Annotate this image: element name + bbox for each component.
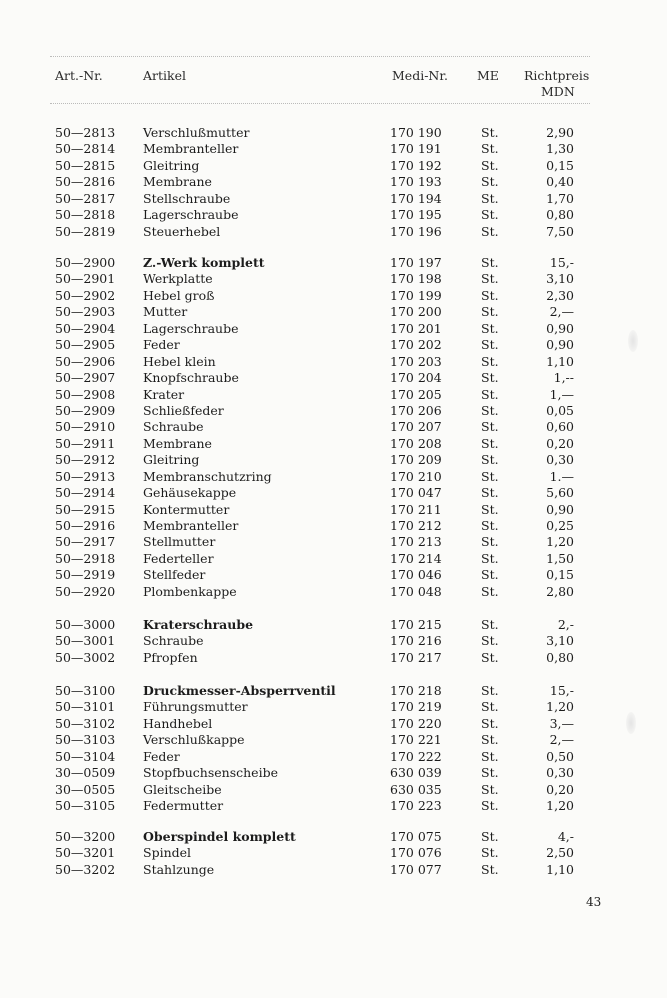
me-cell: St. bbox=[481, 320, 499, 336]
header-me: ME bbox=[477, 68, 499, 83]
art-nr-cell: 50—2918 bbox=[55, 550, 116, 566]
artikel-cell: Gehäusekappe bbox=[143, 485, 237, 501]
me-cell: St. bbox=[481, 501, 499, 517]
art-nr-cell: 50—3001 bbox=[55, 633, 116, 649]
price-cell: 2,- bbox=[557, 617, 574, 632]
price-cell: 0,60 bbox=[546, 419, 574, 435]
price-cell: 2,80 bbox=[546, 583, 574, 599]
price-cell: 1,10 bbox=[546, 861, 574, 877]
me-cell: St. bbox=[481, 190, 499, 206]
artikel-cell: Membranschutzring bbox=[143, 468, 272, 484]
me-cell: St. bbox=[481, 633, 499, 649]
me-cell: St. bbox=[481, 125, 499, 140]
medi-nr-cell: 170 221 bbox=[390, 732, 442, 748]
art-nr-cell: 50—2816 bbox=[55, 174, 116, 190]
me-cell: St. bbox=[481, 223, 499, 239]
medi-nr-cell: 170 216 bbox=[390, 633, 442, 649]
art-nr-cell: 50—2920 bbox=[55, 583, 116, 599]
art-nr-cell: 50—3002 bbox=[55, 649, 116, 665]
artikel-cell: Kontermutter bbox=[143, 501, 230, 517]
me-cell: St. bbox=[481, 550, 499, 566]
table-row bbox=[0, 337, 667, 353]
artikel-cell: Gleitscheibe bbox=[143, 781, 222, 797]
price-cell: 2,— bbox=[549, 304, 574, 320]
table-row-assembly bbox=[0, 255, 667, 271]
medi-nr-cell: 170 219 bbox=[390, 699, 442, 715]
price-cell: 1.— bbox=[549, 468, 574, 484]
art-nr-cell: 50—3102 bbox=[55, 715, 116, 731]
artikel-cell: Knopfschraube bbox=[143, 370, 239, 386]
medi-nr-cell: 170 213 bbox=[390, 534, 442, 550]
me-cell: St. bbox=[481, 271, 499, 287]
art-nr-cell: 50—3101 bbox=[55, 699, 116, 715]
medi-nr-cell: 170 218 bbox=[390, 683, 442, 698]
medi-nr-cell: 170 210 bbox=[390, 468, 442, 484]
art-nr-cell: 50—2912 bbox=[55, 452, 116, 468]
header-richtpreis: Richtpreis bbox=[524, 68, 590, 83]
art-nr-cell: 50—2916 bbox=[55, 518, 116, 533]
price-cell: 4,- bbox=[557, 829, 574, 844]
medi-nr-cell: 170 193 bbox=[390, 174, 442, 190]
me-cell: St. bbox=[481, 287, 499, 303]
artikel-cell: Oberspindel komplett bbox=[143, 829, 296, 844]
art-nr-cell: 50—2819 bbox=[55, 223, 116, 239]
medi-nr-cell: 170 201 bbox=[390, 320, 442, 336]
header-medi-nr: Medi-Nr. bbox=[392, 68, 448, 83]
price-cell: 0,05 bbox=[546, 402, 574, 418]
artikel-cell: Z.-Werk komplett bbox=[143, 255, 265, 270]
medi-nr-cell: 170 191 bbox=[390, 141, 442, 157]
art-nr-cell: 50—3103 bbox=[55, 732, 116, 748]
table-row bbox=[0, 387, 667, 403]
me-cell: St. bbox=[481, 781, 499, 797]
table-row bbox=[0, 469, 667, 485]
artikel-cell: Steuerhebel bbox=[143, 223, 221, 239]
price-cell: 15,- bbox=[549, 255, 574, 270]
medi-nr-cell: 170 202 bbox=[390, 337, 442, 353]
table-row bbox=[0, 321, 667, 337]
medi-nr-cell: 170 208 bbox=[390, 435, 442, 451]
artikel-cell: Gleitring bbox=[143, 157, 200, 173]
price-cell: 1,20 bbox=[546, 798, 574, 814]
me-cell: St. bbox=[481, 583, 499, 599]
table-row bbox=[0, 765, 667, 781]
table-row bbox=[0, 633, 667, 649]
me-cell: St. bbox=[481, 337, 499, 353]
me-cell: St. bbox=[481, 402, 499, 418]
artikel-cell: Werkplatte bbox=[143, 271, 213, 287]
artikel-cell: Verschlußkappe bbox=[143, 732, 245, 748]
me-cell: St. bbox=[481, 699, 499, 715]
art-nr-cell: 50—3201 bbox=[55, 845, 116, 861]
medi-nr-cell: 170 209 bbox=[390, 452, 442, 468]
art-nr-cell: 50—2817 bbox=[55, 190, 116, 206]
table-row bbox=[0, 419, 667, 435]
art-nr-cell: 50—3104 bbox=[55, 748, 116, 764]
art-nr-cell: 50—2902 bbox=[55, 287, 116, 303]
table-row bbox=[0, 125, 667, 141]
me-cell: St. bbox=[481, 845, 499, 861]
me-cell: St. bbox=[481, 255, 499, 270]
artikel-cell: Pfropfen bbox=[143, 649, 198, 665]
table-row bbox=[0, 354, 667, 370]
art-nr-cell: 50—2907 bbox=[55, 370, 116, 386]
art-nr-cell: 50—2915 bbox=[55, 501, 116, 517]
art-nr-cell: 50—2908 bbox=[55, 386, 116, 402]
price-cell: 1,20 bbox=[546, 699, 574, 715]
me-cell: St. bbox=[481, 452, 499, 468]
table-row bbox=[0, 716, 667, 732]
artikel-cell: Kraterschraube bbox=[143, 617, 254, 632]
paper-blemish bbox=[626, 712, 636, 734]
header-bottom-rule bbox=[50, 103, 590, 106]
price-cell: 3,10 bbox=[546, 633, 574, 649]
medi-nr-cell: 170 214 bbox=[390, 550, 442, 566]
price-cell: 0,30 bbox=[546, 765, 574, 781]
artikel-cell: Stellfeder bbox=[143, 567, 206, 583]
price-cell: 1,30 bbox=[546, 141, 574, 157]
me-cell: St. bbox=[481, 732, 499, 748]
price-cell: 0,15 bbox=[546, 157, 574, 173]
price-cell: 0,40 bbox=[546, 174, 574, 190]
me-cell: St. bbox=[481, 485, 499, 501]
artikel-cell: Krater bbox=[143, 386, 185, 402]
price-cell: 0,90 bbox=[546, 337, 574, 353]
table-row bbox=[0, 732, 667, 748]
artikel-cell: Membrane bbox=[143, 435, 212, 451]
table-row bbox=[0, 749, 667, 765]
artikel-cell: Schließfeder bbox=[143, 402, 224, 418]
medi-nr-cell: 170 192 bbox=[390, 157, 442, 173]
art-nr-cell: 50—2813 bbox=[55, 125, 116, 140]
artikel-cell: Schraube bbox=[143, 633, 204, 649]
art-nr-cell: 50—2917 bbox=[55, 534, 116, 550]
table-row bbox=[0, 551, 667, 567]
me-cell: St. bbox=[481, 141, 499, 157]
medi-nr-cell: 170 211 bbox=[390, 501, 442, 517]
medi-nr-cell: 170 222 bbox=[390, 748, 442, 764]
price-cell: 5,60 bbox=[546, 485, 574, 501]
table-row bbox=[0, 436, 667, 452]
art-nr-cell: 50—2904 bbox=[55, 320, 116, 336]
table-row bbox=[0, 191, 667, 207]
price-cell: 0,50 bbox=[546, 748, 574, 764]
price-cell: 7,50 bbox=[546, 223, 574, 239]
table-row bbox=[0, 845, 667, 861]
table-row bbox=[0, 502, 667, 518]
price-cell: 1,-- bbox=[553, 370, 574, 386]
table-row-assembly bbox=[0, 617, 667, 633]
artikel-cell: Stellmutter bbox=[143, 534, 216, 550]
medi-nr-cell: 170 048 bbox=[390, 583, 442, 599]
me-cell: St. bbox=[481, 798, 499, 814]
art-nr-cell: 50—3202 bbox=[55, 861, 116, 877]
price-cell: 0,90 bbox=[546, 320, 574, 336]
artikel-cell: Handhebel bbox=[143, 715, 213, 731]
art-nr-cell: 50—3105 bbox=[55, 798, 116, 814]
artikel-cell: Lagerschraube bbox=[143, 320, 239, 336]
me-cell: St. bbox=[481, 861, 499, 877]
table-row bbox=[0, 798, 667, 814]
table-row-assembly bbox=[0, 683, 667, 699]
table-row bbox=[0, 452, 667, 468]
price-cell: 0,90 bbox=[546, 501, 574, 517]
art-nr-cell: 50—2903 bbox=[55, 304, 116, 320]
table-row bbox=[0, 699, 667, 715]
me-cell: St. bbox=[481, 157, 499, 173]
header-mdn: MDN bbox=[541, 84, 575, 99]
medi-nr-cell: 170 200 bbox=[390, 304, 442, 320]
table-row bbox=[0, 271, 667, 287]
price-cell: 2,30 bbox=[546, 287, 574, 303]
me-cell: St. bbox=[481, 435, 499, 451]
art-nr-cell: 50—2913 bbox=[55, 468, 116, 484]
me-cell: St. bbox=[481, 534, 499, 550]
table-row bbox=[0, 403, 667, 419]
art-nr-cell: 30—0509 bbox=[55, 765, 116, 781]
table-row bbox=[0, 370, 667, 386]
price-cell: 1,— bbox=[549, 386, 574, 402]
price-cell: 0,20 bbox=[546, 781, 574, 797]
medi-nr-cell: 170 194 bbox=[390, 190, 442, 206]
price-cell: 2,50 bbox=[546, 845, 574, 861]
art-nr-cell: 50—2919 bbox=[55, 567, 116, 583]
me-cell: St. bbox=[481, 370, 499, 386]
table-group bbox=[0, 829, 667, 878]
medi-nr-cell: 170 206 bbox=[390, 402, 442, 418]
me-cell: St. bbox=[481, 617, 499, 632]
art-nr-cell: 50—2909 bbox=[55, 402, 116, 418]
artikel-cell: Mutter bbox=[143, 304, 188, 320]
price-cell: 0,80 bbox=[546, 649, 574, 665]
medi-nr-cell: 170 217 bbox=[390, 649, 442, 665]
medi-nr-cell: 170 205 bbox=[390, 386, 442, 402]
artikel-cell: Federteller bbox=[143, 550, 214, 566]
medi-nr-cell: 170 220 bbox=[390, 715, 442, 731]
artikel-cell: Stopfbuchsenscheibe bbox=[143, 765, 278, 781]
medi-nr-cell: 170 197 bbox=[390, 255, 442, 270]
price-cell: 0,20 bbox=[546, 435, 574, 451]
price-cell: 1,70 bbox=[546, 190, 574, 206]
table-group bbox=[0, 683, 667, 815]
me-cell: St. bbox=[481, 748, 499, 764]
artikel-cell: Gleitring bbox=[143, 452, 200, 468]
price-cell: 1,50 bbox=[546, 550, 574, 566]
table-group bbox=[0, 617, 667, 666]
medi-nr-cell: 170 212 bbox=[390, 518, 442, 533]
medi-nr-cell: 630 035 bbox=[390, 781, 442, 797]
price-cell: 1,10 bbox=[546, 353, 574, 369]
medi-nr-cell: 170 190 bbox=[390, 125, 442, 140]
me-cell: St. bbox=[481, 715, 499, 731]
me-cell: St. bbox=[481, 649, 499, 665]
me-cell: St. bbox=[481, 567, 499, 583]
header-artikel: Artikel bbox=[143, 68, 186, 83]
art-nr-cell: 50—3200 bbox=[55, 829, 116, 844]
artikel-cell: Feder bbox=[143, 337, 180, 353]
table-group bbox=[0, 255, 667, 600]
price-cell: 3,— bbox=[549, 715, 574, 731]
art-nr-cell: 50—2905 bbox=[55, 337, 116, 353]
artikel-cell: Spindel bbox=[143, 845, 192, 861]
me-cell: St. bbox=[481, 419, 499, 435]
table-row bbox=[0, 518, 667, 534]
medi-nr-cell: 170 047 bbox=[390, 485, 442, 501]
art-nr-cell: 50—3000 bbox=[55, 617, 116, 632]
price-cell: 0,25 bbox=[546, 518, 574, 533]
me-cell: St. bbox=[481, 829, 499, 844]
table-row bbox=[0, 224, 667, 240]
table-row bbox=[0, 584, 667, 600]
art-nr-cell: 50—2906 bbox=[55, 353, 116, 369]
me-cell: St. bbox=[481, 518, 499, 533]
art-nr-cell: 50—2900 bbox=[55, 255, 116, 270]
artikel-cell: Druckmesser-Absperrventil bbox=[143, 683, 336, 698]
artikel-cell: Führungsmutter bbox=[143, 699, 248, 715]
page-number: 43 bbox=[586, 895, 602, 909]
medi-nr-cell: 170 204 bbox=[390, 370, 442, 386]
medi-nr-cell: 170 195 bbox=[390, 207, 442, 223]
table-row bbox=[0, 288, 667, 304]
paper-blemish bbox=[628, 330, 638, 352]
art-nr-cell: 50—2818 bbox=[55, 207, 116, 223]
price-cell: 0,80 bbox=[546, 207, 574, 223]
me-cell: St. bbox=[481, 765, 499, 781]
table-row bbox=[0, 485, 667, 501]
table-row bbox=[0, 174, 667, 190]
table-row bbox=[0, 207, 667, 223]
art-nr-cell: 50—2911 bbox=[55, 435, 116, 451]
artikel-cell: Hebel klein bbox=[143, 353, 216, 369]
artikel-cell: Plombenkappe bbox=[143, 583, 237, 599]
me-cell: St. bbox=[481, 683, 499, 698]
medi-nr-cell: 170 076 bbox=[390, 845, 442, 861]
artikel-cell: Stellschraube bbox=[143, 190, 231, 206]
table-row-assembly bbox=[0, 829, 667, 845]
art-nr-cell: 50—2914 bbox=[55, 485, 116, 501]
artikel-cell: Stahlzunge bbox=[143, 861, 215, 877]
artikel-cell: Membranteller bbox=[143, 518, 239, 533]
medi-nr-cell: 170 199 bbox=[390, 287, 442, 303]
artikel-cell: Lagerschraube bbox=[143, 207, 239, 223]
me-cell: St. bbox=[481, 304, 499, 320]
art-nr-cell: 50—2814 bbox=[55, 141, 116, 157]
art-nr-cell: 50—2910 bbox=[55, 419, 116, 435]
me-cell: St. bbox=[481, 174, 499, 190]
art-nr-cell: 50—2815 bbox=[55, 157, 116, 173]
medi-nr-cell: 170 198 bbox=[390, 271, 442, 287]
table-row bbox=[0, 862, 667, 878]
header-art-nr: Art.-Nr. bbox=[55, 68, 103, 83]
price-cell: 2,90 bbox=[546, 125, 574, 140]
medi-nr-cell: 170 207 bbox=[390, 419, 442, 435]
medi-nr-cell: 170 203 bbox=[390, 353, 442, 369]
table-group bbox=[0, 125, 667, 240]
price-cell: 0,30 bbox=[546, 452, 574, 468]
medi-nr-cell: 630 039 bbox=[390, 765, 442, 781]
medi-nr-cell: 170 077 bbox=[390, 861, 442, 877]
artikel-cell: Membranteller bbox=[143, 141, 239, 157]
table-row bbox=[0, 304, 667, 320]
me-cell: St. bbox=[481, 353, 499, 369]
table-row bbox=[0, 567, 667, 583]
medi-nr-cell: 170 046 bbox=[390, 567, 442, 583]
medi-nr-cell: 170 196 bbox=[390, 223, 442, 239]
table-row bbox=[0, 141, 667, 157]
me-cell: St. bbox=[481, 207, 499, 223]
art-nr-cell: 30—0505 bbox=[55, 781, 116, 797]
art-nr-cell: 50—2901 bbox=[55, 271, 116, 287]
table-row bbox=[0, 782, 667, 798]
artikel-cell: Hebel groß bbox=[143, 287, 215, 303]
price-cell: 1,20 bbox=[546, 534, 574, 550]
table-row bbox=[0, 534, 667, 550]
price-cell: 0,15 bbox=[546, 567, 574, 583]
table-header bbox=[0, 68, 667, 100]
art-nr-cell: 50—3100 bbox=[55, 683, 116, 698]
artikel-cell: Membrane bbox=[143, 174, 212, 190]
table-row bbox=[0, 158, 667, 174]
medi-nr-cell: 170 223 bbox=[390, 798, 442, 814]
me-cell: St. bbox=[481, 386, 499, 402]
price-cell: 3,10 bbox=[546, 271, 574, 287]
header-top-rule bbox=[50, 56, 590, 59]
artikel-cell: Feder bbox=[143, 748, 180, 764]
medi-nr-cell: 170 215 bbox=[390, 617, 442, 632]
price-cell: 2,— bbox=[549, 732, 574, 748]
price-cell: 15,- bbox=[549, 683, 574, 698]
medi-nr-cell: 170 075 bbox=[390, 829, 442, 844]
artikel-cell: Federmutter bbox=[143, 798, 224, 814]
table-row bbox=[0, 650, 667, 666]
artikel-cell: Verschlußmutter bbox=[143, 125, 250, 140]
artikel-cell: Schraube bbox=[143, 419, 204, 435]
me-cell: St. bbox=[481, 468, 499, 484]
